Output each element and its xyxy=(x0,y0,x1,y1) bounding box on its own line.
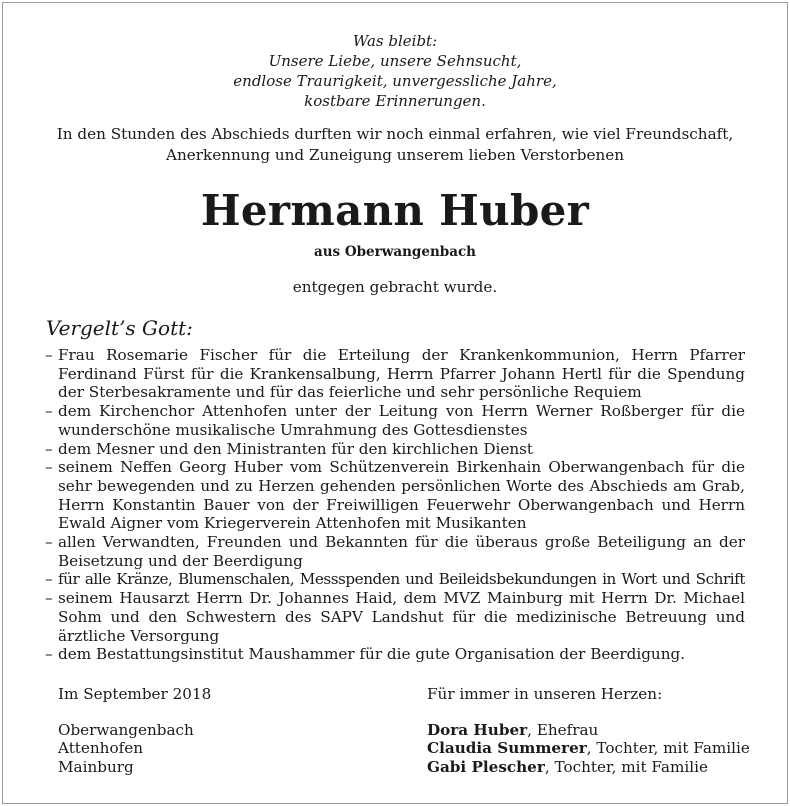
intro-line: Anerkennung und Zuneigung unserem lieben Verstorbenen xyxy=(166,146,624,164)
thanks-line: Ewald Aigner vom Kriegerverein Attenhofen mit Musikanten xyxy=(58,514,527,533)
dash: – xyxy=(45,533,53,552)
footer-place: Mainburg xyxy=(58,758,134,777)
received-text: entgegen gebracht wurde. xyxy=(292,278,498,296)
footer-heading: Für immer in unseren Herzen: xyxy=(427,685,663,703)
mourner-relation: , Tochter, mit Familie xyxy=(544,758,708,777)
mourner-relation: , Tochter, mit Familie xyxy=(586,739,750,758)
thanks-item xyxy=(45,589,745,645)
thanks-line: der Sterbesakramente und für das feierliche und sehr persönliche Requiem xyxy=(58,383,642,402)
dash: – xyxy=(45,570,53,589)
dash: – xyxy=(45,458,53,477)
dash: – xyxy=(45,346,53,364)
thanks-item xyxy=(45,440,745,459)
deceased-name: Hermann Huber xyxy=(200,186,590,235)
footer-place: Oberwangenbach xyxy=(58,720,194,739)
thanks-line: allen Verwandten, Freunden und Bekannten für die überaus große Beteiligung an der xyxy=(58,533,745,552)
intro-line: In den Stunden des Abschieds durften wir noch einmal erfahren, wie viel Freundschaft, xyxy=(56,125,734,143)
thanks-line: wunderschöne musikalische Umrahmung des Gottesdienstes xyxy=(58,420,528,439)
thanks-line: seinem Hausarzt Herrn Dr. Johannes Haid, dem MVZ Mainburg mit Herrn Dr. Michael xyxy=(58,589,745,608)
thanks-line: seinem Neffen Georg Huber vom Schützenverein Birkenhain Oberwangenbach für die xyxy=(58,458,745,477)
mourner-name: Gabi Plescher xyxy=(427,758,545,777)
thanks-line: dem Kirchenchor Attenhofen unter der Leitung von Herrn Werner Roßberger für die xyxy=(58,402,745,421)
thanks-title: Vergelt’s Gott: xyxy=(46,316,193,340)
thanks-item xyxy=(45,458,745,533)
dash: – xyxy=(45,439,53,458)
footer-right xyxy=(427,685,750,777)
thanks-line: Herrn Konstantin Bauer von der Freiwilligen Feuerwehr Oberwangenbach und Herrn xyxy=(58,495,745,514)
mourner-name: Dora Huber xyxy=(427,720,528,739)
mourner-name: Claudia Summerer xyxy=(427,739,587,758)
thanks-line: dem Mesner und den Ministranten für den kirchlichen Dienst xyxy=(58,439,534,458)
poem-line: Was bleibt: xyxy=(352,32,438,50)
thanks-line: dem Bestattungsinstitut Maushammer für die gute Organisation der Beerdigung. xyxy=(58,645,686,664)
thanks-item xyxy=(45,402,745,439)
thanks-line: Sohm und den Schwestern des SAPV Landshut für die medizinische Betreuung und xyxy=(58,607,745,626)
footer-left xyxy=(58,685,211,777)
poem-line: Unsere Liebe, unsere Sehnsucht, xyxy=(268,52,522,70)
thanks-item xyxy=(45,346,745,402)
thanks-line: Ferdinand Fürst für die Krankensalbung, Herrn Pfarrer Johann Hertl für die Spendung xyxy=(58,364,745,383)
deceased-origin: aus Oberwangenbach xyxy=(313,244,476,260)
thanks-list xyxy=(45,346,745,664)
mourner-relation: , Ehefrau xyxy=(527,720,599,739)
poem-line: endlose Traurigkeit, unvergessliche Jahre, xyxy=(233,72,557,90)
mourner xyxy=(427,739,750,758)
dash: – xyxy=(45,589,53,608)
thanks-line: ärztliche Versorgung xyxy=(58,626,220,645)
mourner xyxy=(427,758,750,777)
dash: – xyxy=(45,402,53,421)
poem-line: kostbare Erinnerungen. xyxy=(304,92,486,110)
thanks-line: für alle Kränze, Blumenschalen, Messspenden und Beileidsbekundungen in Wort und Schrift xyxy=(58,570,745,589)
thanks-item xyxy=(45,570,745,589)
thanks-item xyxy=(45,533,745,570)
mourner xyxy=(427,721,750,740)
poem xyxy=(0,31,790,111)
thanks-item xyxy=(45,645,745,664)
footer-date: Im September 2018 xyxy=(58,685,212,703)
dash: – xyxy=(45,645,53,664)
thanks-line: sehr bewegenden und zu Herzen gehenden persönlichen Worte des Abschieds am Grab, xyxy=(58,476,745,495)
thanks-line: Beisetzung und der Beerdigung xyxy=(58,551,303,570)
footer-place: Attenhofen xyxy=(58,739,143,758)
thanks-line: Frau Rosemarie Fischer für die Erteilung der Krankenkommunion, Herrn Pfarrer xyxy=(58,346,745,364)
intro-text xyxy=(0,124,790,166)
